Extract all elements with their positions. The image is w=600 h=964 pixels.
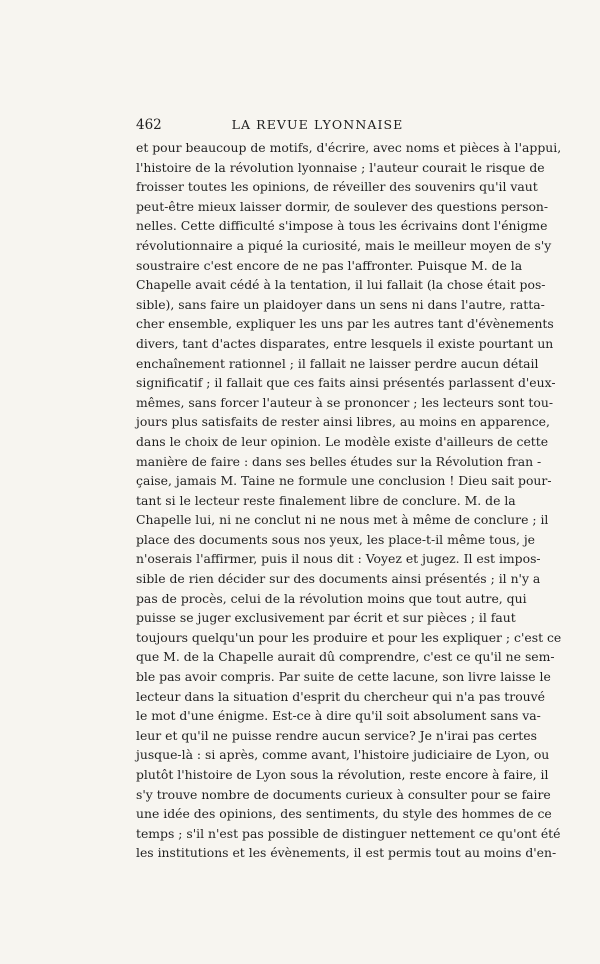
text-line: les institutions et les évènements, il est permis tout au moins d'en-: [136, 845, 557, 861]
page-number: 462: [136, 117, 162, 133]
text-body: [136, 138, 562, 863]
text-line: enchaînement rationnel ; il fallait ne laisser perdre aucun détail: [136, 355, 539, 371]
text-line: sible), sans faire un plaidoyer dans un sens ni dans l'autre, ratta-: [136, 296, 545, 312]
text-line: le mot d'une énigme. Est-ce à dire qu'il soit absolument sans va-: [136, 708, 541, 724]
text-line: et pour beaucoup de motifs, d'écrire, avec noms et pièces à l'appui,: [136, 140, 562, 155]
text-line: significatif ; il fallait que ces faits ainsi présentés parlassent d'eux-: [136, 375, 556, 391]
text-line: Chapelle lui, ni ne conclut ni ne nous met à même de conclure ; il: [136, 512, 549, 528]
text-line: jours plus satisfaits de rester ainsi libres, au moins en apparence,: [136, 414, 550, 430]
text-line: dans le choix de leur opinion. Le modèle existe d'ailleurs de cette: [136, 433, 549, 449]
text-line: pas de procès, celui de la révolution moins que tout autre, qui: [136, 590, 527, 606]
page-header: [136, 116, 499, 134]
text-line: lecteur dans la situation d'esprit du chercheur qui n'a pas trouvé: [136, 688, 545, 704]
text-line: révolutionnaire a piqué la curiosité, mais le meilleur moyen de s'y: [136, 237, 552, 253]
running-title: LA REVUE LYONNAISE: [231, 117, 404, 132]
text-line: n'oserais l'affirmer, puis il nous dit : Voyez et jugez. Il est impos-: [136, 551, 541, 567]
text-line: tant si le lecteur reste finalement libre de conclure. M. de la: [136, 492, 516, 508]
text-line: froisser toutes les opinions, de réveiller des souvenirs qu'il vaut: [136, 179, 538, 195]
text-line: toujours quelqu'un pour les produire et pour les expliquer ; c'est ce: [136, 629, 562, 645]
text-line: plutôt l'histoire de Lyon sous la révolution, reste encore à faire, il: [136, 767, 549, 782]
text-line: sible de rien décider sur des documents ainsi présentés ; il n'y a: [136, 571, 541, 587]
text-line: ble pas avoir compris. Par suite de cette lacune, son livre laisse le: [136, 669, 551, 685]
text-line: que M. de la Chapelle aurait dû comprendre, c'est ce qu'il ne sem-: [136, 649, 555, 665]
text-line: manière de faire : dans ses belles études sur la Révolution fran -: [136, 453, 542, 469]
text-line: peut-être mieux laisser dormir, de soulever des questions person-: [136, 198, 549, 214]
text-line: jusque-là : si après, comme avant, l'histoire judiciaire de Lyon, ou: [136, 747, 550, 763]
text-line: s'y trouve nombre de documents curieux à consulter pour se faire: [136, 786, 551, 802]
text-line: çaise, jamais M. Taine ne formule une conclusion ! Dieu sait pour-: [136, 473, 552, 489]
text-line: Chapelle avait cédé à la tentation, il lui fallait (la chose était pos-: [136, 277, 546, 293]
text-line: une idée des opinions, des sentiments, du style des hommes de ce: [136, 806, 552, 822]
text-line: nelles. Cette difficulté s'impose à tous les écrivains dont l'énigme: [136, 218, 548, 234]
text-line: soustraire c'est encore de ne pas l'affronter. Puisque M. de la: [136, 257, 523, 273]
text-line: cher ensemble, expliquer les uns par les autres tant d'évènements: [136, 316, 554, 332]
text-line: puisse se juger exclusivement par écrit et sur pièces ; il faut: [136, 610, 516, 626]
text-line: l'histoire de la révolution lyonnaise ; l'auteur courait le risque de: [136, 159, 545, 175]
text-line: temps ; s'il n'est pas possible de distinguer nettement ce qu'ont été: [136, 825, 561, 841]
text-line: mêmes, sans forcer l'auteur à se prononcer ; les lecteurs sont tou-: [136, 394, 554, 410]
text-line: place des documents sous nos yeux, les place-t-il même tous, je: [136, 531, 536, 547]
text-line: leur et qu'il ne puisse rendre aucun service? Je n'irai pas certes: [136, 727, 537, 743]
text-line: divers, tant d'actes disparates, entre lesquels il existe pourtant un: [136, 335, 554, 351]
